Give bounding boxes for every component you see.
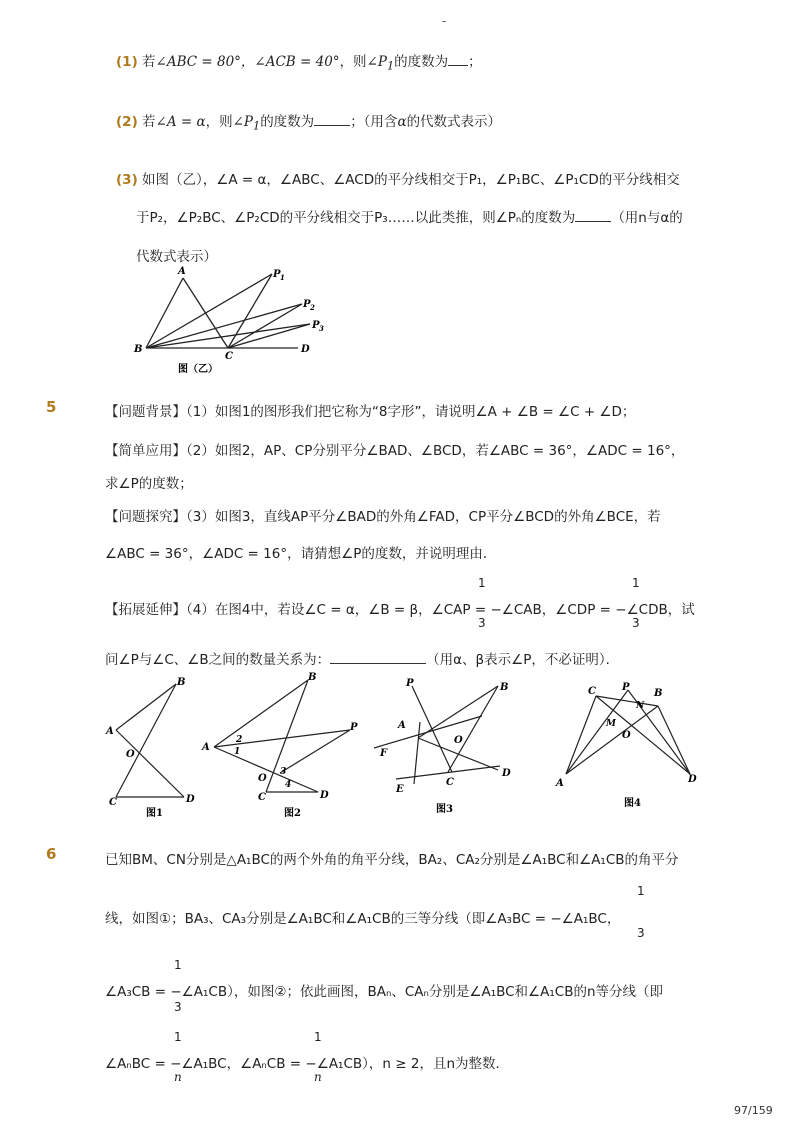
fig3-label-D: D [502,768,511,779]
p5-line6-pre: 【拓展延伸】（4）在图4中，若设∠C = α，∠B = β，∠CAP = [105,602,487,618]
q2-answer-blank[interactable] [314,113,350,126]
q1-end: ； [468,54,482,70]
p6-line4-dash1: − [170,1056,182,1072]
p6-line3-pre: ∠A₃CB = [105,984,167,1000]
q1-sub: 1 [386,59,395,73]
p6-frac4-num: 1 [314,1030,322,1044]
p5-frac1-den: 3 [478,616,486,630]
fig-yi-caption: 图（乙） [178,364,218,375]
p6-frac2-num: 1 [174,958,182,972]
header-dash: - [442,14,447,28]
p6-frac1-den: 3 [637,926,645,940]
page-number: 97/159 [734,1104,773,1117]
q3-number: (3) [116,172,138,188]
fig-yi-label-P1-sub: 1 [280,273,285,282]
p5-line7-post: （用α、β表示∠P，不必证明）． [426,652,620,668]
p5-frac2-den: 3 [632,616,640,630]
fig4-label-C: C [588,686,596,697]
p6-line3-dash: − [170,984,182,1000]
fig-yi-label-B: B [134,344,143,355]
p5-frac1-num: 1 [478,576,486,590]
p5-line6-frac2-dash: − [615,602,627,618]
fig-yi-label-P2-sub: 2 [310,303,315,312]
q1-line [116,50,482,73]
fig3-label-F: F [380,748,388,759]
q1-answer-blank[interactable] [448,53,468,66]
fig-yi-label-P3: P [312,320,320,331]
p6-line3 [105,980,663,1000]
fig3-label-C: C [446,777,454,788]
p5-line1: 【问题背景】（1）如图1的图形我们把它称为“8字形”，请说明∠A + ∠B = ∠C + ∠D； [105,404,636,420]
fig3-label-A: A [398,720,406,731]
fig2-label-1: 1 [234,747,241,757]
fig1-label-D: D [186,794,195,805]
fig-yi-label-C: C [225,351,233,362]
problem-5-number: 5 [46,398,57,416]
fig2-label-A: A [202,742,210,753]
q3-line3: 代数式表示） [136,249,217,265]
q1-post: 的度数为 [394,54,449,70]
fig4-label-P: P [622,682,630,693]
p6-frac2-den: 3 [174,1000,182,1014]
fig1-label-B: B [177,677,186,688]
fig4-label-N: N [636,701,645,711]
fig2-caption: 图2 [284,808,301,819]
p6-line4-a: ∠AₙBC = [105,1056,166,1072]
q3-text2: 于P₂，∠P₂BC、∠P₂CD的平分线相交于P₃……以此类推，则∠Pₙ的度数为 [136,210,576,226]
q2-mid: ，则 [205,114,233,130]
fig4-label-A: A [556,778,564,789]
p6-line2-dash: − [550,911,562,927]
q1-pre: 若 [142,54,156,70]
q3-line1 [116,168,680,188]
p5-answer-blank[interactable] [330,651,426,664]
p5-line2: 【简单应用】（2）如图2，AP、CP分别平分∠BAD、∠BCD，若∠ABC = 36°，∠ADC = 16°， [105,443,685,459]
p5-line7 [105,648,619,668]
p5-line6-frac1-dash: − [490,602,502,618]
figure-yi [130,262,340,377]
p5-line4: 【问题探究】（3）如图3，直线AP平分∠BAD的外角∠FAD，CP平分∠BCD的外角∠BCE，若 [105,509,661,525]
fig-yi-label-P3-sub: 3 [319,324,324,333]
fig-yi-label-P2: P [303,299,311,310]
p6-line2-post: ∠A₁BC， [561,911,621,927]
p5-line5: ∠ABC = 36°，∠ADC = 16°，请猜想∠P的度数，并说明理由． [105,546,497,562]
fig3-label-E: E [396,784,404,795]
q2-pre: 若 [142,114,156,130]
figure-1 [100,672,210,822]
p6-line2-pre: 线，如图①；BA₃、CA₃分别是∠A₁BC和∠A₁CB的三等分线（即∠A₃BC = [105,911,547,927]
p5-line6 [105,598,695,618]
p6-line4 [105,1052,509,1072]
q3-text1: 如图（乙），∠A = α，∠ABC、∠ACD的平分线相交于P₁，∠P₁BC、∠P₁CD的平分线相交 [142,172,680,188]
fig3-label-B: B [500,682,509,693]
p6-frac4-den: n [314,1070,322,1084]
q2-math1: ∠A = α [155,114,206,130]
fig1-caption: 图1 [146,808,163,819]
p6-line3-post: ∠A₁CB），如图②；依此画图，BAₙ、CAₙ分别是∠A₁BC和∠A₁CB的n等分线（即 [181,984,664,1000]
p5-line3: 求∠P的度数； [105,476,193,492]
figure-4 [548,676,708,816]
p5-frac2-num: 1 [632,576,640,590]
q2-number: (2) [116,114,138,130]
fig2-label-C: C [258,792,266,803]
fig2-label-O: O [258,773,267,784]
p6-line4-b: ∠A₁BC，∠AₙCB = [181,1056,302,1072]
q1-math2: ∠P [366,54,387,70]
fig3-caption: 图3 [436,804,453,815]
q2-post: 的度数为 [260,114,315,130]
q3-line2 [136,206,683,226]
q1-math1: ∠ABC = 80°，∠ACB = 40° [155,54,340,70]
fig2-label-B: B [308,672,317,683]
problem-6-number: 6 [46,845,57,863]
fig2-label-P: P [350,722,358,733]
fig3-label-P: P [406,678,414,689]
p5-line6-mid: ∠CAB，∠CDP = [501,602,611,618]
q2-sub: 1 [253,119,261,133]
figure-2 [198,670,358,822]
fig4-label-D: D [688,774,697,785]
fig2-label-2: 2 [236,735,243,745]
q2-tail: 的代数式表示） [406,114,502,130]
fig2-label-4: 4 [285,780,292,790]
fig4-caption: 图4 [624,798,641,809]
p6-line4-dash2: − [305,1056,317,1072]
q1-mid: ，则 [339,54,367,70]
p6-frac3-num: 1 [174,1030,182,1044]
fig2-label-3: 3 [280,767,287,777]
fig2-label-D: D [320,790,329,801]
figure-3 [370,672,530,820]
fig4-label-B: B [654,688,663,699]
p6-line2 [105,907,620,927]
fig4-label-M: M [606,719,616,729]
fig1-label-A: A [106,726,114,737]
p6-frac3-den: n [174,1070,182,1084]
q3-answer-blank[interactable] [575,209,611,222]
q1-number: (1) [116,54,138,70]
fig3-label-O: O [454,735,463,746]
q2-end: ；（用含 [350,114,398,130]
q2-line [116,110,501,133]
fig1-label-O: O [126,749,135,760]
q3-text2-end: （用n与α的 [611,210,683,226]
p6-line4-c: ∠A₁CB），n ≥ 2，且n为整数． [316,1056,510,1072]
p5-line7-pre: 问∠P与∠C、∠B之间的数量关系为： [105,652,331,668]
p6-frac1-num: 1 [637,884,645,898]
fig-yi-label-D: D [301,344,310,355]
fig-yi-label-A: A [178,266,186,277]
fig4-label-O: O [622,730,631,741]
p5-line6-post: ∠CDB，试 [626,602,695,618]
q2-math2: ∠P [232,114,254,130]
fig-yi-label-P1: P [273,269,281,280]
fig1-label-C: C [109,797,117,808]
p6-line1: 已知BM、CN分别是△A₁BC的两个外角的角平分线，BA₂、CA₂分别是∠A₁BC和∠A₁CB的角平分 [105,852,679,868]
q2-alpha: α [397,114,407,130]
